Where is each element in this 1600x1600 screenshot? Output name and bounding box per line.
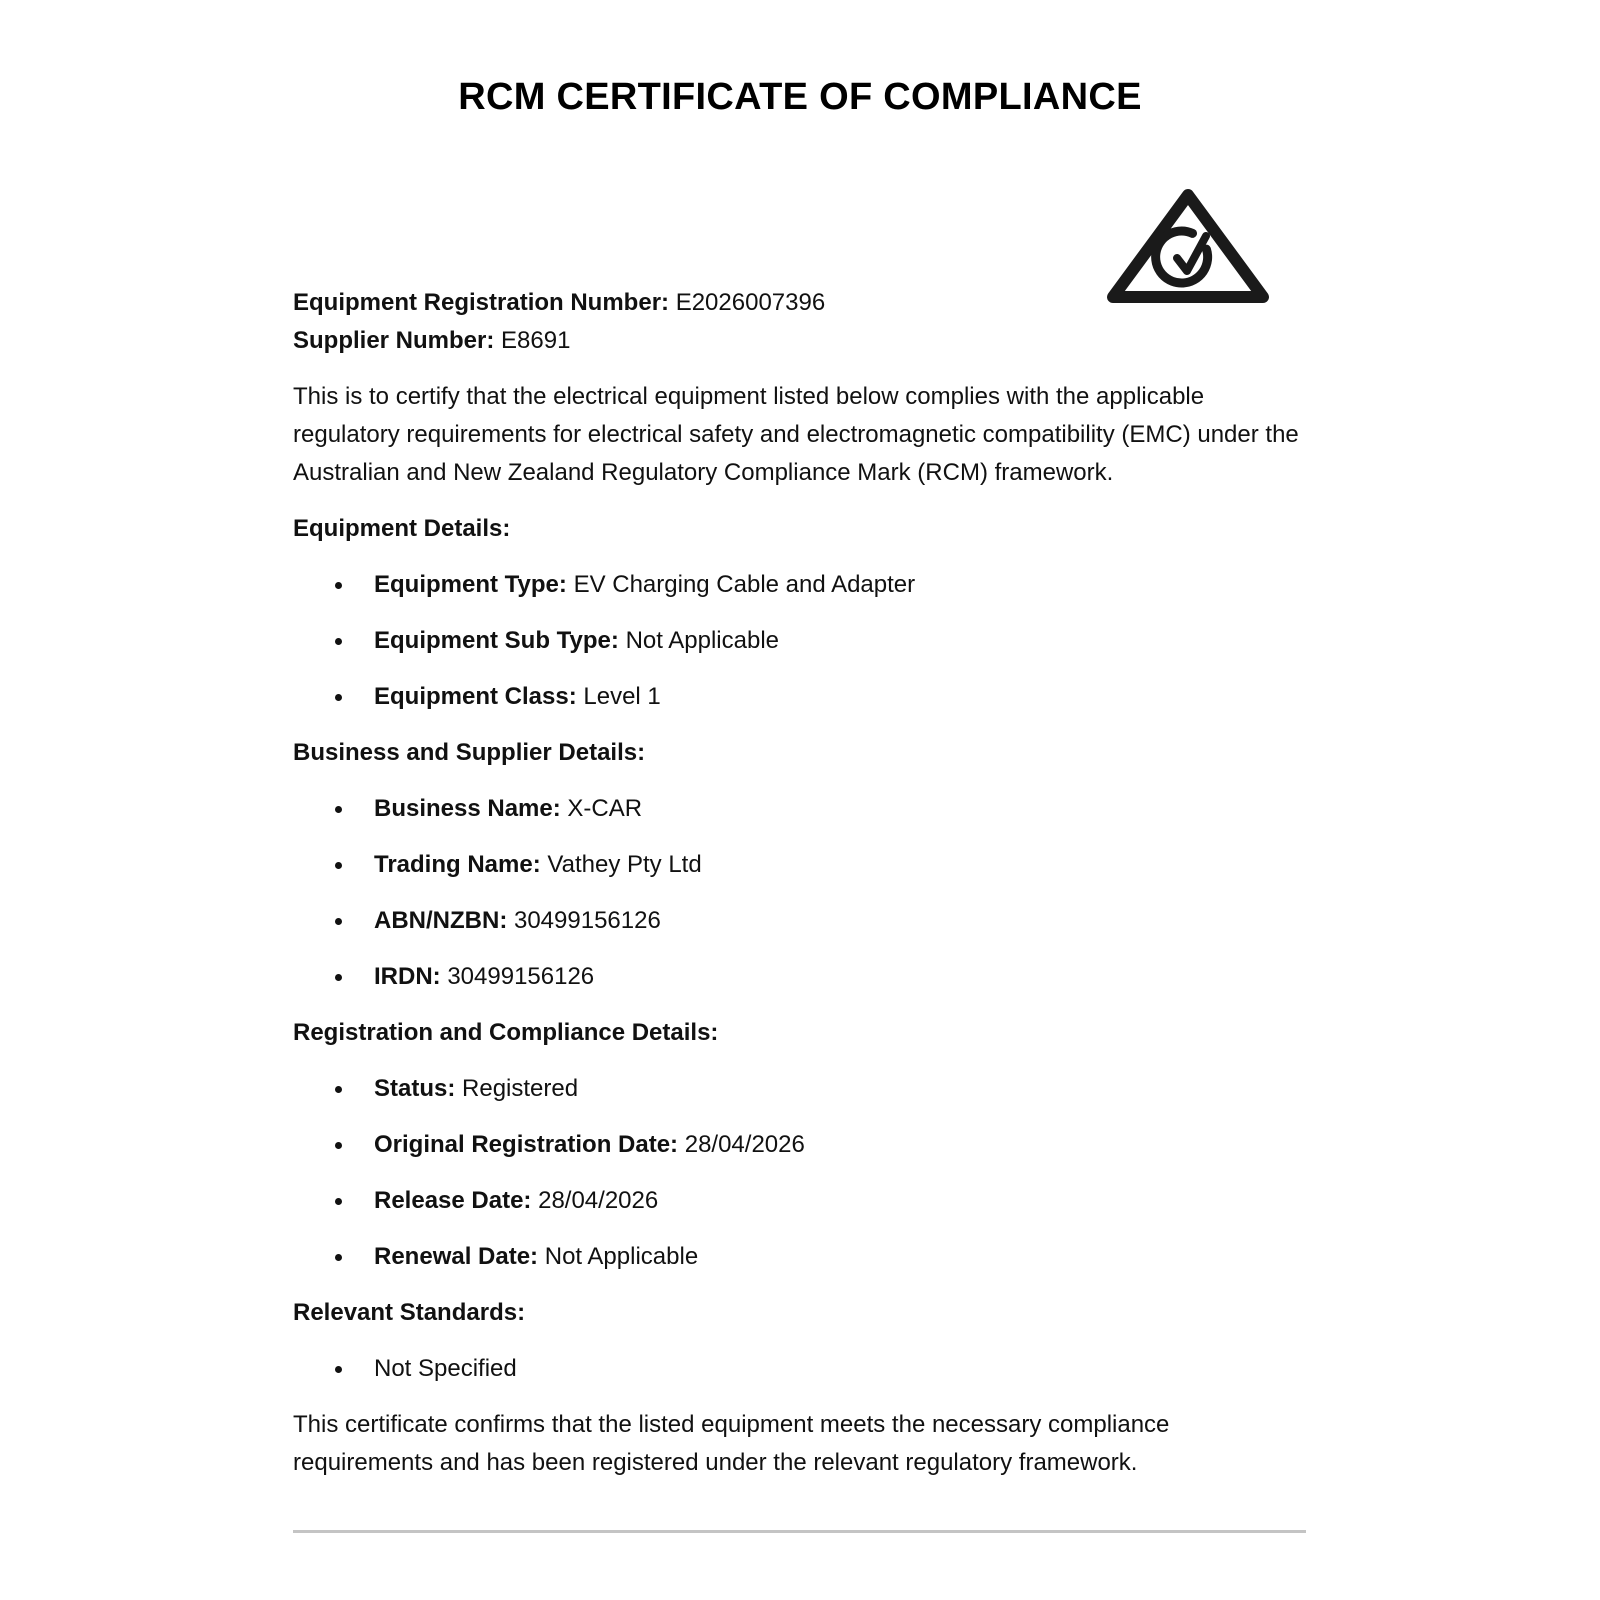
item-value: 28/04/2026 [684, 1131, 805, 1158]
item-value: Vathey Pty Ltd [547, 851, 702, 878]
compliance-details-heading: Registration and Compliance Details: [293, 1019, 719, 1046]
item-label: Status: [374, 1075, 456, 1102]
business-details-heading: Business and Supplier Details: [293, 739, 646, 766]
item-value: 28/04/2026 [538, 1187, 659, 1214]
list-item [293, 958, 1313, 996]
item-value: Not Applicable [625, 627, 779, 654]
item-label: Equipment Sub Type: [374, 627, 619, 654]
list-item [293, 1350, 1313, 1388]
bullet-icon [335, 1198, 342, 1205]
bullet-icon [335, 582, 342, 589]
item-label: ABN/NZBN: [374, 907, 508, 934]
equipment-details-heading: Equipment Details: [293, 515, 511, 542]
certificate-body [293, 284, 1313, 1482]
bullet-icon [335, 1366, 342, 1373]
item-value: Registered [462, 1075, 579, 1102]
bullet-icon [335, 1086, 342, 1093]
bullet-icon [335, 918, 342, 925]
page-title: RCM CERTIFICATE OF COMPLIANCE [458, 76, 1142, 118]
item-value: X-CAR [567, 795, 643, 822]
equipment-details-list [293, 566, 1313, 716]
item-value: Level 1 [583, 683, 661, 710]
item-label: Original Registration Date: [374, 1131, 679, 1158]
list-item [293, 1238, 1313, 1276]
equipment-registration-label: Equipment Registration Number: [293, 289, 670, 316]
bullet-icon [335, 974, 342, 981]
compliance-details-list [293, 1070, 1313, 1276]
item-label: Equipment Class: [374, 683, 577, 710]
item-value: EV Charging Cable and Adapter [573, 571, 916, 598]
list-item [293, 1070, 1313, 1108]
bullet-icon [335, 694, 342, 701]
item-label: IRDN: [374, 963, 441, 990]
business-details-list [293, 790, 1313, 996]
list-item [293, 846, 1313, 884]
equipment-registration-value: E2026007396 [675, 289, 826, 316]
list-item [293, 1126, 1313, 1164]
bullet-icon [335, 638, 342, 645]
item-label: Release Date: [374, 1187, 532, 1214]
item-value: Not Applicable [544, 1243, 699, 1270]
item-label: Equipment Type: [374, 571, 567, 598]
item-label: Trading Name: [374, 851, 541, 878]
item-label: Business Name: [374, 795, 561, 822]
bullet-icon [335, 1142, 342, 1149]
equipment-registration-number [293, 284, 1313, 322]
list-item [293, 566, 1313, 604]
bullet-icon [335, 862, 342, 869]
list-item [293, 622, 1313, 660]
supplier-number-value: E8691 [501, 327, 571, 354]
item-label: Renewal Date: [374, 1243, 539, 1270]
item-value: Not Specified [374, 1355, 517, 1382]
list-item [293, 1182, 1313, 1220]
item-value: 30499156126 [447, 963, 595, 990]
list-item [293, 678, 1313, 716]
supplier-number [293, 322, 1313, 360]
footer-divider [293, 1530, 1306, 1533]
relevant-standards-heading: Relevant Standards: [293, 1299, 526, 1326]
bullet-icon [335, 1254, 342, 1261]
relevant-standards-list [293, 1350, 1313, 1388]
bullet-icon [335, 806, 342, 813]
list-item [293, 902, 1313, 940]
item-value: 30499156126 [513, 907, 661, 934]
closing-paragraph: This certificate confirms that the listed equipment meets the necessary compliance requirements and has been registered under the relevant regulatory framework. [293, 1411, 1170, 1476]
intro-paragraph: This is to certify that the electrical equipment listed below complies with the applicable regulatory requirements for electrical safety and electromagnetic compatibility (EMC) under the Australian and New Zealand Regulatory Compliance Mark (RCM) framework. [293, 383, 1299, 486]
supplier-number-label: Supplier Number: [293, 327, 495, 354]
list-item [293, 790, 1313, 828]
